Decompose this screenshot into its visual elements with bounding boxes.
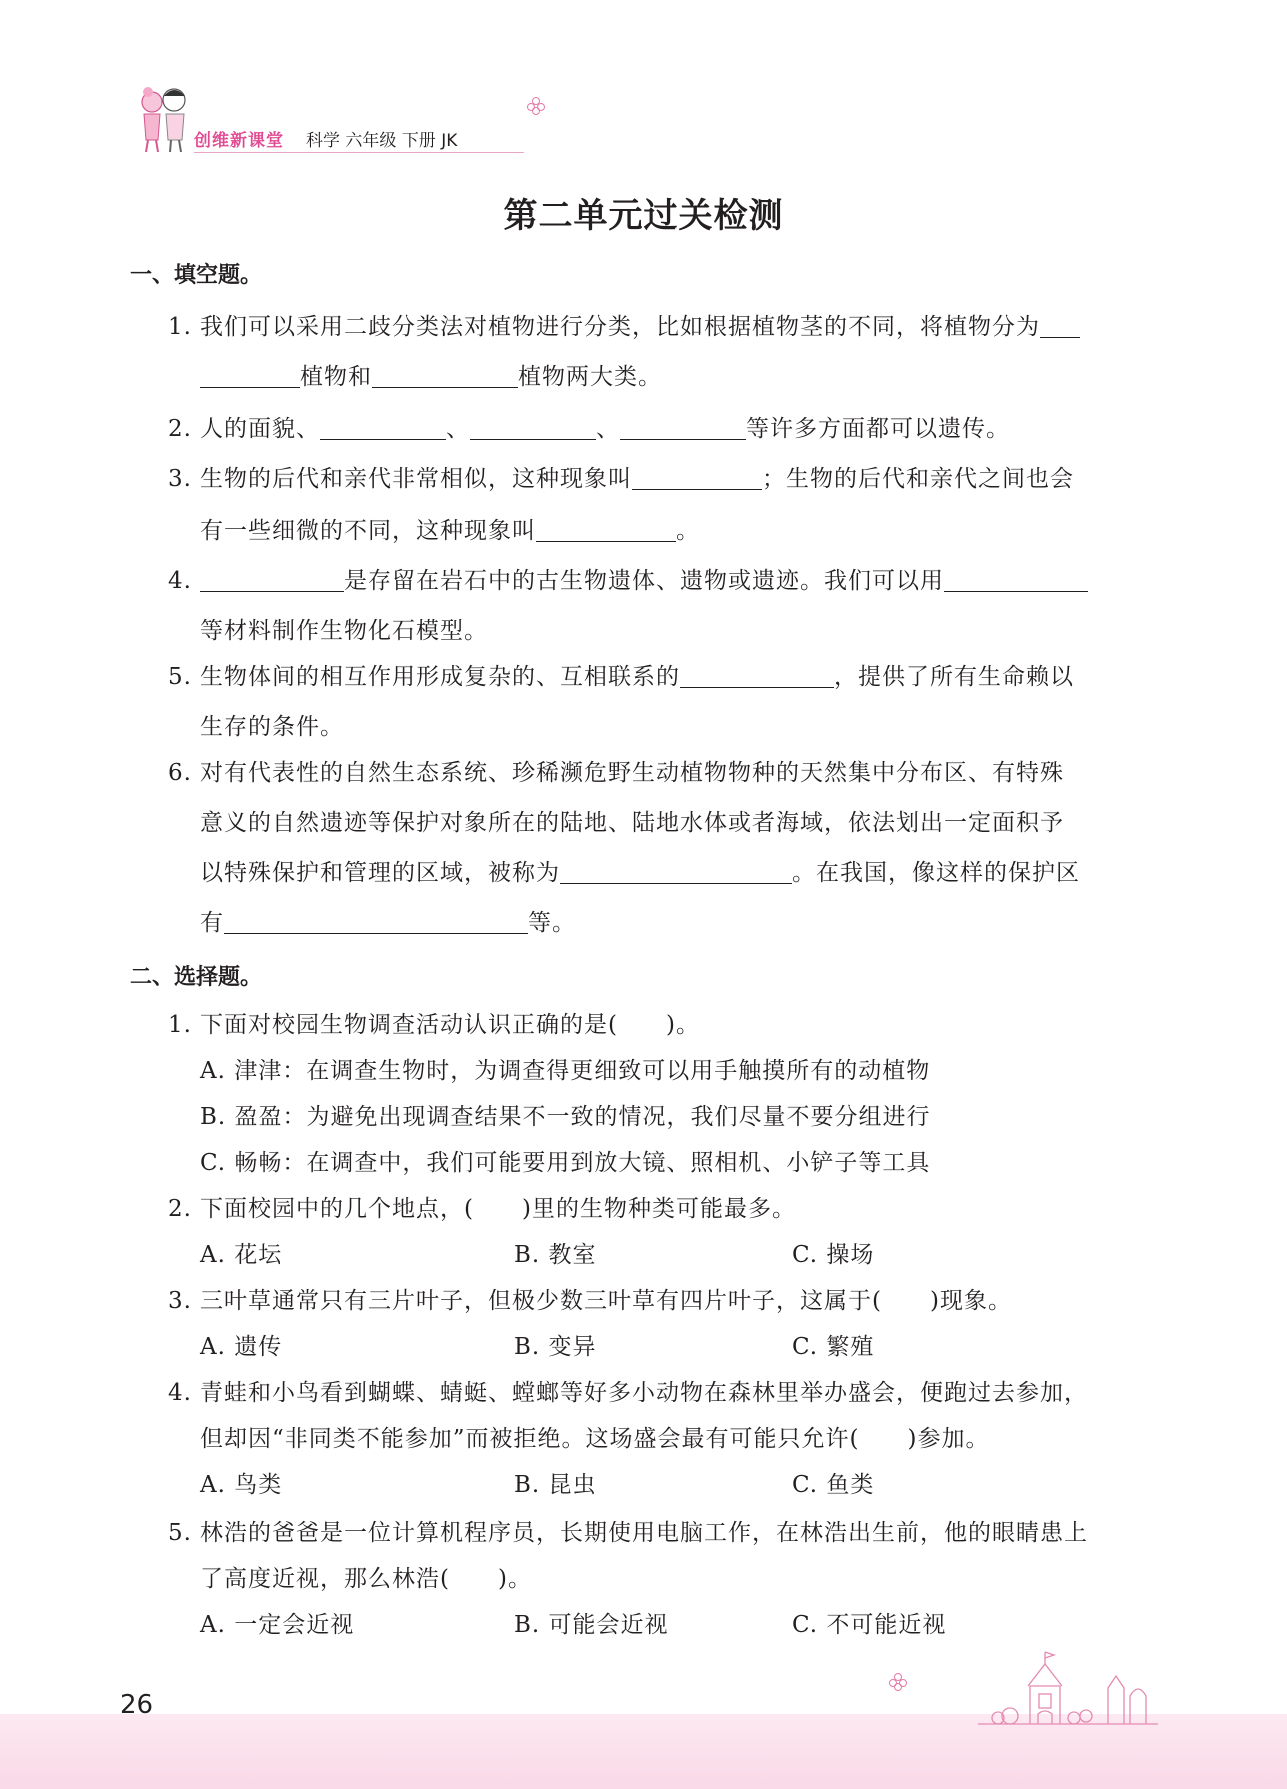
question-1-1-cont: 植物和 植物两大类。 <box>200 358 662 391</box>
option-2-5-a[interactable]: A. 一定会近视 <box>200 1612 355 1638</box>
option-2-2-a[interactable]: A. 花坛 <box>200 1242 283 1268</box>
section-heading-fill-blank: 一、填空题。 <box>130 263 263 288</box>
option-2-3-b[interactable]: B. 变异 <box>514 1334 597 1360</box>
castle-illustration-icon <box>948 1646 1168 1726</box>
option-2-4-b[interactable]: B. 昆虫 <box>514 1472 597 1498</box>
option-2-1-b[interactable]: B. 盈盈：为避免出现调查结果不一致的情况，我们尽量不要分组进行 <box>200 1104 931 1130</box>
option-2-2-c[interactable]: C. 操场 <box>792 1242 875 1268</box>
mascot-icon <box>130 82 202 154</box>
question-2-4: 4. 青蛙和小鸟看到蝴蝶、蜻蜓、螳螂等好多小动物在森林里举办盛会，便跑过去参加， <box>168 1380 1088 1406</box>
answer-blank[interactable] <box>200 569 344 592</box>
section-heading-multiple-choice: 二、选择题。 <box>130 965 263 990</box>
answer-blank[interactable] <box>200 365 300 388</box>
question-1-3: 3. 生物的后代和亲代非常相似，这种现象叫 ；生物的后代和亲代之间也会 <box>168 466 1074 492</box>
question-1-4: 4. 是存留在岩石中的古生物遗体、遗物或遗迹。我们可以用 <box>168 562 1088 595</box>
page-header <box>118 82 638 162</box>
question-1-6-cont-3: 有 等。 <box>200 910 576 936</box>
flower-icon <box>526 96 546 116</box>
option-2-3-c[interactable]: C. 繁殖 <box>792 1334 875 1360</box>
option-2-5-b[interactable]: B. 可能会近视 <box>514 1612 669 1638</box>
question-1-6: 6. 对有代表性的自然生态系统、珍稀濒危野生动植物物种的天然集中分布区、有特殊 <box>168 760 1064 786</box>
question-2-2: 2. 下面校园中的几个地点，( )里的生物种类可能最多。 <box>168 1196 796 1222</box>
answer-blank[interactable] <box>944 569 1088 592</box>
page-title: 第二单元过关检测 <box>503 196 784 236</box>
answer-blank[interactable] <box>224 911 528 934</box>
header-rule <box>194 152 524 153</box>
answer-blank[interactable] <box>320 417 446 440</box>
option-2-5-c[interactable]: C. 不可能近视 <box>792 1612 947 1638</box>
question-1-4-cont: 等材料制作生物化石模型。 <box>200 618 488 644</box>
question-2-1: 1. 下面对校园生物调查活动认识正确的是( )。 <box>168 1012 700 1038</box>
question-1-6-cont-2: 以特殊保护和管理的区域，被称为 。在我国，像这样的保护区 <box>200 860 1080 886</box>
answer-blank[interactable] <box>560 861 792 884</box>
option-2-1-a[interactable]: A. 津津：在调查生物时，为调查得更细致可以用手触摸所有的动植物 <box>200 1058 931 1084</box>
answer-blank[interactable] <box>372 365 518 388</box>
question-2-5: 5. 林浩的爸爸是一位计算机程序员，长期使用电脑工作，在林浩出生前，他的眼睛患上 <box>168 1520 1088 1546</box>
answer-blank[interactable] <box>620 417 746 440</box>
question-1-5: 5. 生物体间的相互作用形成复杂的、互相联系的 ，提供了所有生命赖以 <box>168 664 1074 690</box>
question-2-3: 3. 三叶草通常只有三片叶子，但极少数三叶草有四片叶子，这属于( )现象。 <box>168 1288 1012 1314</box>
answer-blank[interactable] <box>470 417 596 440</box>
brand-name: 创维新课堂 <box>194 131 284 151</box>
flower-icon <box>888 1672 908 1692</box>
option-2-4-c[interactable]: C. 鱼类 <box>792 1472 875 1498</box>
question-1-6-cont-1: 意义的自然遗迹等保护对象所在的陆地、陆地水体或者海域，依法划出一定面积予 <box>200 810 1064 836</box>
question-2-5-cont: 了高度近视，那么林浩( )。 <box>200 1566 532 1592</box>
answer-blank[interactable] <box>536 519 676 542</box>
book-info: 科学 六年级 下册 JK <box>306 131 458 151</box>
answer-blank[interactable] <box>1040 315 1080 338</box>
question-1-3-cont: 有一些细微的不同，这种现象叫 。 <box>200 518 700 544</box>
option-2-4-a[interactable]: A. 鸟类 <box>200 1472 283 1498</box>
question-1-5-cont: 生存的条件。 <box>200 714 344 740</box>
question-1-2: 2. 人的面貌、 、 、 等许多方面都可以遗传。 <box>168 416 1010 442</box>
question-1-1: 1. 我们可以采用二歧分类法对植物进行分类，比如根据植物茎的不同，将植物分为 <box>168 308 1080 341</box>
option-2-2-b[interactable]: B. 教室 <box>514 1242 597 1268</box>
answer-blank[interactable] <box>632 467 762 490</box>
question-2-4-cont: 但却因“非同类不能参加”而被拒绝。这场盛会最有可能只允许( )参加。 <box>200 1426 990 1452</box>
answer-blank[interactable] <box>680 665 834 688</box>
option-2-1-c[interactable]: C. 畅畅：在调查中，我们可能要用到放大镜、照相机、小铲子等工具 <box>200 1150 931 1176</box>
option-2-3-a[interactable]: A. 遗传 <box>200 1334 283 1360</box>
page-number: 26 <box>120 1690 154 1720</box>
